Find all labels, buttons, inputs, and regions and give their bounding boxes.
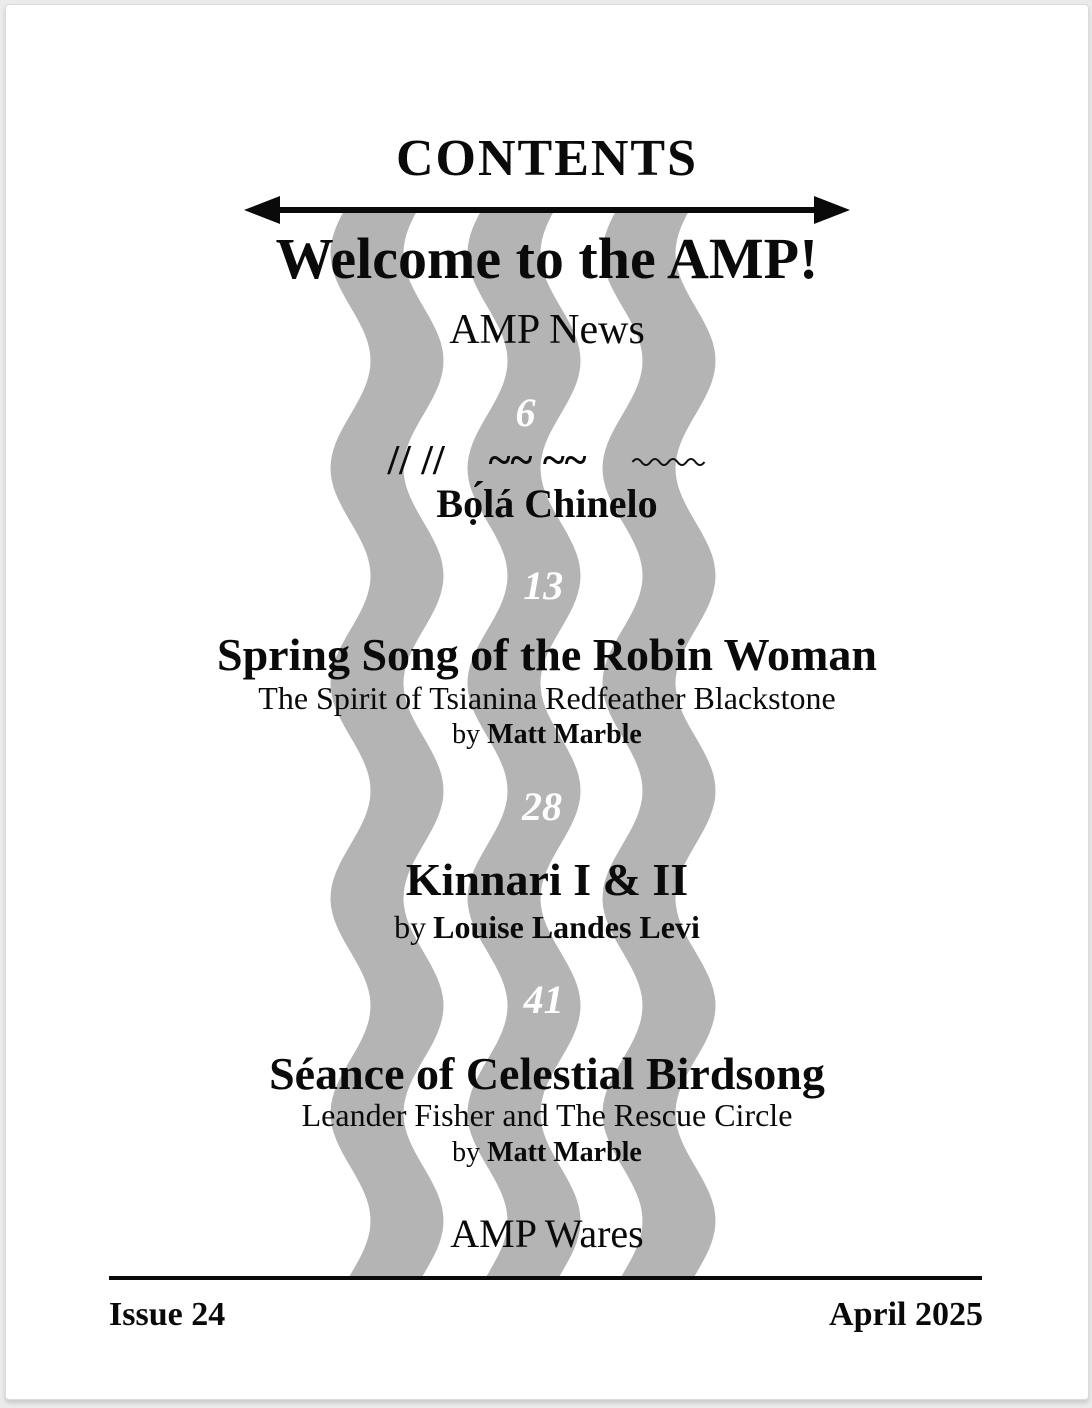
document-page <box>5 4 1089 1400</box>
toc-entry-wares-title: AMP Wares <box>450 1211 644 1256</box>
page-number: 41 <box>523 977 564 1022</box>
footer-date-label: April 2025 <box>829 1296 983 1333</box>
squiggle-icon <box>631 453 707 469</box>
toc-entry-seance-byline <box>6 1139 1088 1167</box>
toc-entry-spring-song-byline <box>6 721 1088 749</box>
toc-entry-kinnari-byline <box>6 911 1088 943</box>
toc-entry-spring-song-subtitle: The Spirit of Tsianina Redfeather Blackstone <box>258 680 836 716</box>
byline-prefix: by <box>452 1137 481 1168</box>
page-number: 6 <box>515 390 536 435</box>
page-number: 28 <box>522 784 562 829</box>
toc-entry-spring-song-title: Spring Song of the Robin Woman <box>217 629 877 680</box>
toc-entry-chinelo-author: Bọ́lá Chinelo <box>436 481 658 526</box>
toc-entry-seance-subtitle: Leander Fisher and The Rescue Circle <box>301 1097 793 1133</box>
footer-issue-label: Issue 24 <box>109 1296 226 1333</box>
toc-entry-seance-title: Séance of Celestial Birdsong <box>269 1048 825 1099</box>
slashes-mark: // // <box>387 438 445 484</box>
toc-entry-welcome-title: Welcome to the AMP! <box>275 226 819 291</box>
byline-author: Louise Landes Levi <box>433 909 700 945</box>
byline-prefix: by <box>394 909 427 945</box>
footer-divider <box>109 1276 982 1280</box>
toc-entry-welcome-subtitle: AMP News <box>449 307 645 353</box>
byline-prefix: by <box>452 719 481 750</box>
decorative-marks-row <box>387 440 706 482</box>
byline-author: Matt Marble <box>487 719 642 750</box>
contents-heading: CONTENTS <box>395 130 699 187</box>
double-arrow-icon <box>244 193 850 227</box>
toc-entry-kinnari-title: Kinnari I & II <box>405 854 689 905</box>
page-number: 13 <box>523 563 564 608</box>
byline-author: Matt Marble <box>487 1137 642 1168</box>
tildes-mark: ~~ ~~ <box>488 438 587 484</box>
